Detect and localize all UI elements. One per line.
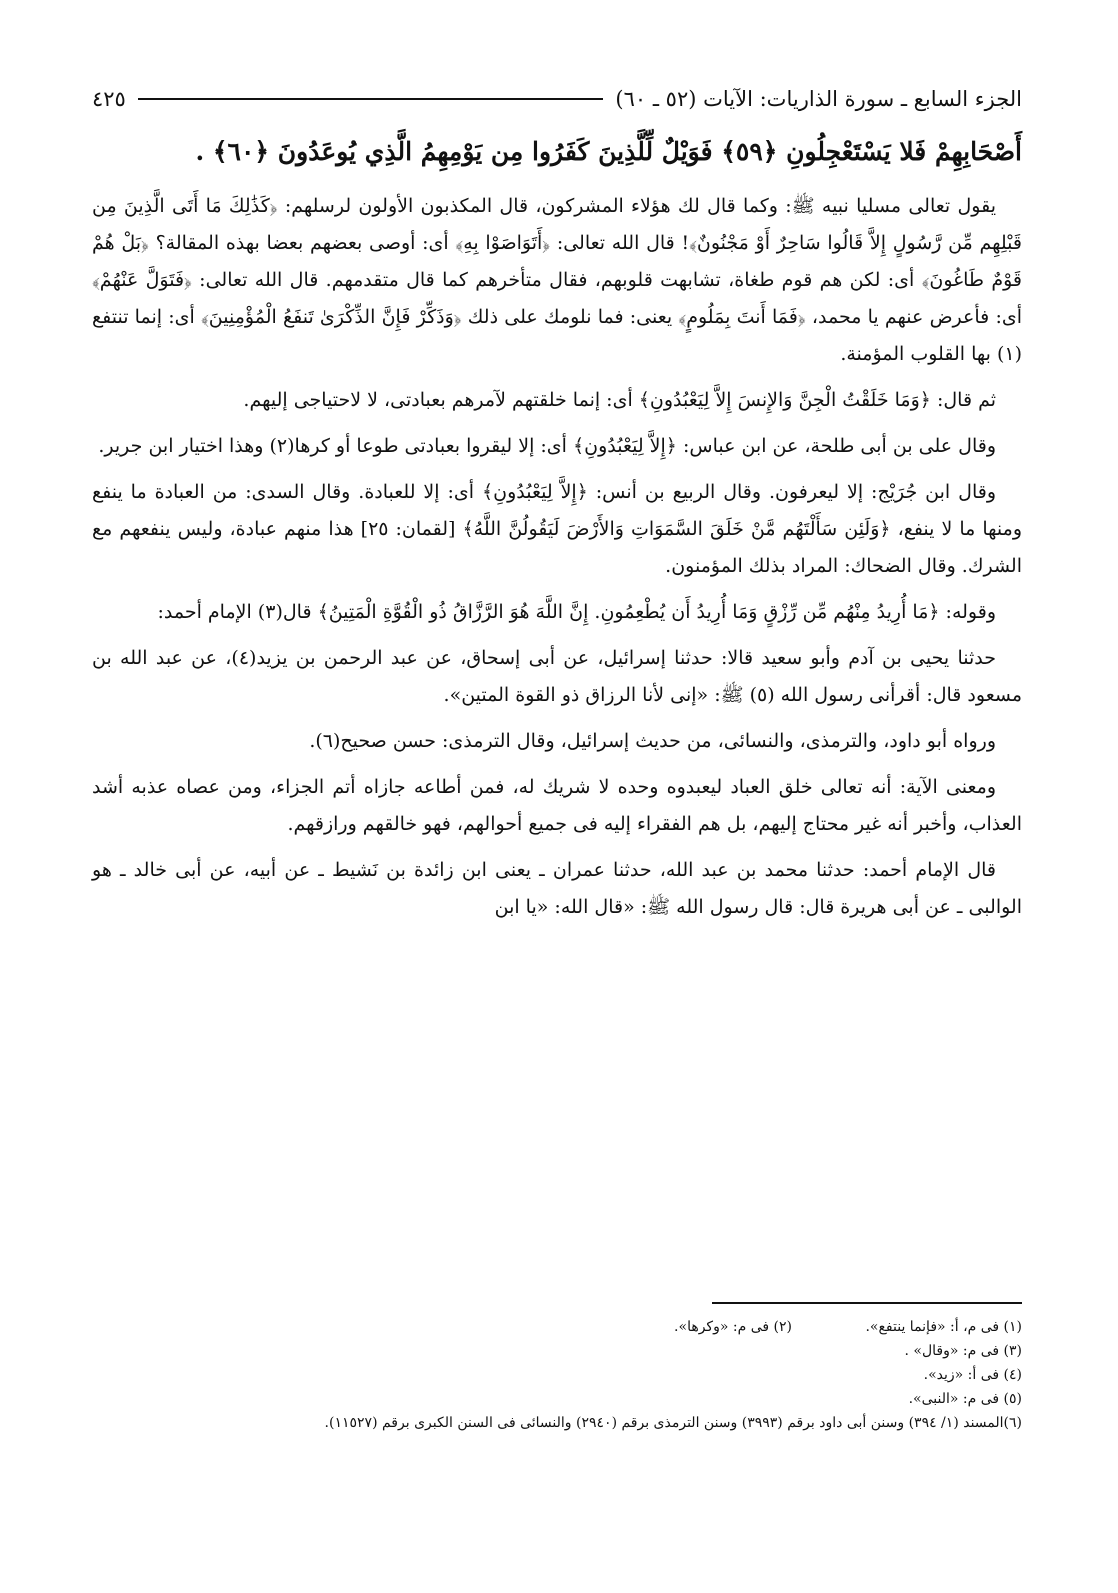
paragraph: ومعنى الآية: أنه تعالى خلق العباد ليعبدوه وحده لا شريك له، فمن أطاعه جازاه أتم الجزاء، ومن عصاه عذبه أشد العذاب، وأخبر أنه غير محتاج إليهم، بل هم الفقراء إليه فى جميع أحوالهم، فهو خالقهم ورازقهم. <box>92 776 1022 835</box>
paragraph: قال الإمام أحمد: حدثنا محمد بن عبد الله، حدثنا عمران ـ يعنى ابن زائدة بن نَشيط ـ عن أبيه، عن أبى خالد ـ هو الوالبى ـ عن أبى هريرة قال: قال رسول الله ﷺ: «قال الله: «يا ابن <box>92 859 1022 918</box>
footnote-area <box>92 0 1022 1593</box>
paragraph: وقوله: ﴿مَا أُرِيدُ مِنْهُم مِّن رِّزْقٍ وَمَا أُرِيدُ أَن يُطْعِمُونِ. إِنَّ اللَّهَ هُوَ الرَّزَّاقُ ذُو الْقُوَّةِ الْمَتِينُ﴾ قال(٣) الإمام أحمد: <box>157 601 996 623</box>
footnotes <box>92 1315 1022 1435</box>
paragraph: يقول تعالى مسليا نبيه ﷺ: وكما قال لك هؤلاء المشركون، قال المكذبون الأولون لرسلهم: ﴿كَذَٰلِكَ مَا أَتَى الَّذِينَ مِن قَبْلِهِم مِّن رَّسُولٍ إِلاَّ قَالُوا سَاحِرٌ أَوْ مَجْنُونٌ﴾! قال الله تعالى: ﴿أَتَوَاصَوْا بِهِ﴾ أى: أوصى بعضهم بعضا بهذه المقالة؟ ﴿بَلْ هُمْ قَوْمٌ طَاغُونَ﴾ أى: لكن هم قوم طغاة، تشابهت قلوبهم، فقال متأخرهم كما قال متقدمهم. قال الله تعالى: ﴿فَتَوَلَّ عَنْهُمْ﴾ أى: فأعرض عنهم يا محمد، ﴿فَمَا أَنتَ بِمَلُومٍ﴾ يعنى: فما نلومك على ذلك ﴿وَذَكِّرْ فَإِنَّ الذِّكْرَىٰ تَنفَعُ الْمُؤْمِنِينَ﴾ أى: إنما تنتفع (١) بها القلوب المؤمنة. <box>92 195 1023 365</box>
running-title: الجزء السابع ـ سورة الذاريات: الآيات (٥٢ ـ ٦٠) <box>615 87 1022 111</box>
paragraph: ورواه أبو داود، والترمذى، والنسائى، من حديث إسرائيل، وقال الترمذى: حسن صحيح(٦). <box>309 730 996 752</box>
footnote-rule <box>712 1302 1022 1304</box>
paragraph: وقال على بن أبى طلحة، عن ابن عباس: ﴿إِلاَّ لِيَعْبُدُونِ﴾ أى: إلا ليقروا بعبادتى طوعا أو كرها(٢) وهذا اختيار ابن جرير. <box>98 435 996 457</box>
footnote: (٢) فى م: «وكرها». <box>674 1319 792 1335</box>
verse-tail: أَصْحَابِهِمْ فَلا يَسْتَعْجِلُونِ ﴿٥٩﴾ فَوَيْلٌ لِّلَّذِينَ كَفَرُوا مِن يَوْمِهِمُ الَّذِي يُوعَدُونَ ﴿٦٠﴾ . <box>195 137 1022 166</box>
footnote: (١) فى م، أ: «فإنما ينتفع». <box>865 1319 1022 1335</box>
page-number: ٤٢٥ <box>92 87 126 111</box>
footnote-row <box>92 1315 1022 1339</box>
footnote: (٤) فى أ: «زيد». <box>923 1367 1022 1383</box>
paragraph: ثم قال: ﴿وَمَا خَلَقْتُ الْجِنَّ وَالإِنسَ إِلاَّ لِيَعْبُدُونِ﴾ أى: إنما خلقتهم لآمرهم بعبادتى، لا لاحتياجى إليهم. <box>243 389 996 411</box>
footnote: (٥) فى م: «النبى». <box>908 1391 1022 1407</box>
paragraph: وقال ابن جُرَيْج: إلا ليعرفون. وقال الربيع بن أنس: ﴿إِلاَّ لِيَعْبُدُونِ﴾ أى: إلا للعبادة. وقال السدى: من العبادة ما ينفع ومنها ما لا ينفع، ﴿وَلَئِن سَأَلْتَهُم مَّنْ خَلَقَ السَّمَوَاتِ وَالأَرْضَ لَيَقُولُنَّ اللَّهُ﴾ [لقمان: ٢٥] هذا منهم عبادة، وليس ينفعهم مع الشرك. وقال الضحاك: المراد بذلك المؤمنون. <box>92 481 1022 577</box>
footnote: (٦)المسند (١/ ٣٩٤) وسنن أبى داود برقم (٣٩٩٣) وسنن الترمذى برقم (٢٩٤٠) والنسائى فى السنن الكبرى برقم (١١٥٢٧). <box>324 1415 1022 1431</box>
footnote: (٣) فى م: «وقال» . <box>904 1343 1022 1359</box>
paragraph: حدثنا يحيى بن آدم وأبو سعيد قالا: حدثنا إسرائيل، عن أبى إسحاق، عن عبد الرحمن بن يزيد(٤)، عن عبد الله بن مسعود قال: أقرأنى رسول الله (٥) ﷺ: «إنى لأنا الرزاق ذو القوة المتين». <box>92 647 1022 706</box>
